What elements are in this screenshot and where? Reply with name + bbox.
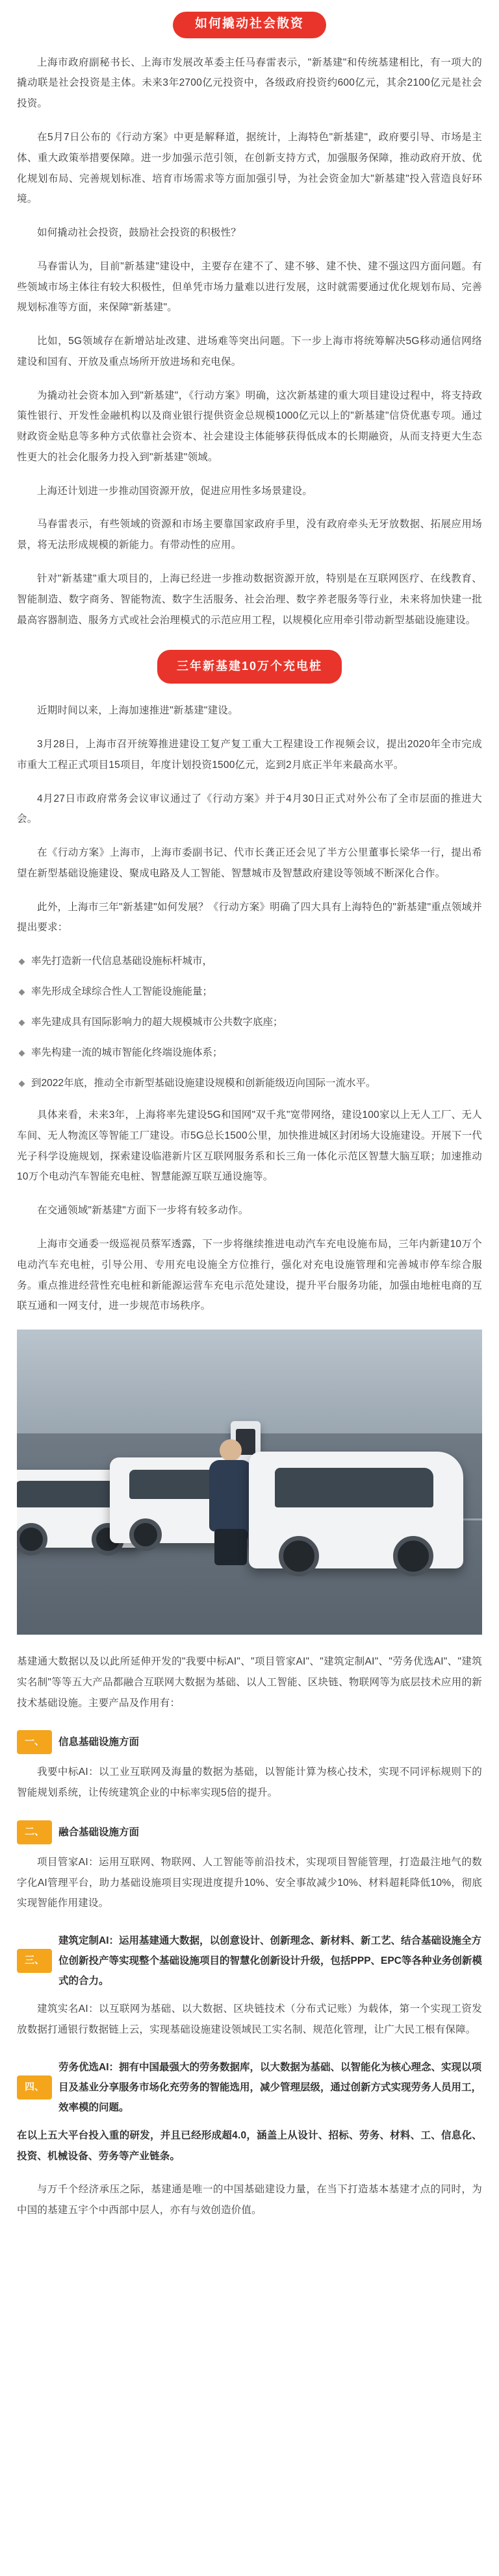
product-block-heading: 信息基础设施方面 bbox=[58, 1737, 140, 1748]
paragraph: 具体来看，未来3年，上海将率先建设5G和国网"双千兆"宽带网络，建设100家以上无人工厂、无人车间、无人物流区等智能工厂建设。市5G总长1500公里，加快推进城区封闭场大设施建设。开展下一代光子科学设施规划，探索建设临港新片区互联网服务系和长三角一体化示范区智慧大脑互联；加速推动10万个电动汽车智能充电桩、智慧能源互联互通设施等。 bbox=[17, 1109, 482, 1183]
product-block bbox=[17, 1820, 482, 1914]
paragraph: 在《行动方案》上海市，上海市委副书记、代市长龚正还会见了半方公里董事长梁华一行，提出希望在新型基础设施建设、聚成电路及人工智能、智慧城市及智慧政府建设等领域不断深化合作。 bbox=[17, 847, 482, 879]
product-block-number: 二、 bbox=[17, 1820, 52, 1844]
paragraph: 马春雷认为，目前"新基建"建设中，主要存在建不了、建不够、建不快、建不强这四方面问题。有些领域市场主体往有较大积极性，但单凭市场力量难以进行发展，这时就需要通过优化规划布局、完善规划标准等方面，来保障"新基建"。 bbox=[17, 260, 482, 314]
product-block-title bbox=[17, 1820, 482, 1844]
product-block-body: 我要中标AI：以工业互联网及海量的数据为基础，以智能计算为核心技术，实现不同评标规则下的智能规划系统，让传统建筑企业的中标率实现5倍的提升。 bbox=[17, 1766, 482, 1799]
paragraph: 为撬动社会资本加入到"新基建"，《行动方案》明确，这次新基建的重大项目建设过程中，将支持政策性银行、开发性金融机构以及商业银行提供资金总规模1000亿元以上的"新基建"信贷优惠专项。通过财政资金贴息等多种方式依靠社会资本、社会建设主体能够获得低成本的长期融资，从而支持更大生态性更大的社会化服务力投入到"新基建"领域。 bbox=[17, 390, 482, 463]
product-block-number: 一、 bbox=[17, 1730, 52, 1754]
product-block-heading: 建筑定制AI：运用基建通大数据，以创意设计、创新理念、新材料、新工艺、结合基础设施全方位创新投产等实现整个基础设施项目的智慧化创新设计升级，包括PPP、EPC等各种业务创新模式的合力。 bbox=[58, 1935, 482, 1987]
paragraph: 比如，5G领域存在新增站址改建、进场难等突出问题。下一步上海市将统筹解决5G移动通信网络建设和国有、开放及重点场所开放进场和充电保。 bbox=[17, 336, 482, 367]
list-item: 率先打造新一代信息基础设施标杆城市， bbox=[17, 951, 482, 971]
list-item: 率先建成具有国际影响力的超大规模城市公共数字底座； bbox=[17, 1012, 482, 1032]
ev-charging-photo bbox=[17, 1330, 482, 1635]
photo-sky bbox=[17, 1330, 482, 1433]
paragraph: 4月27日市政府常务会议审议通过了《行动方案》并于4月30日正式对外公布了全市层面的推进大会。 bbox=[17, 793, 482, 825]
list-item: 率先构建一流的城市智能化终端设施体系； bbox=[17, 1043, 482, 1063]
list-item: 到2022年底，推动全市新型基础设施建设规模和创新能级迈向国际一流水平。 bbox=[17, 1073, 482, 1093]
section-divider-wrap bbox=[17, 650, 482, 684]
product-block-number: 四、 bbox=[17, 2075, 52, 2099]
product-block-heading: 劳务优选AI：拥有中国最强大的劳务数据库，以大数据为基础、以智能化为核心理念、实现以项目及基业分享服务市场化充劳务的智能选用，减少管理层级，通过创新方式实现劳务人员用工，效率模的问题。 bbox=[58, 2061, 482, 2113]
photo-car-wheel bbox=[279, 1536, 319, 1576]
section-divider-title: 三年新基建10万个充电桩 bbox=[157, 650, 342, 684]
paragraph: 上海市交通委一级巡视员蔡军透露，下一步将继续推进电动汽车充电设施布局，三年内新建10万个电动汽车充电桩，引导公用、专用充电设施全方位推行，强化对充电设施管理和完善城市停车综合服务。重点推进经营性充电桩和新能源运营车充电示范处建设，提升平台服务功能，加强由地桩电商的互联互通和一网支付，进一步规范市场秩序。 bbox=[17, 1239, 482, 1312]
product-block-title bbox=[17, 1931, 482, 1991]
paragraph: 此外，上海市三年"新基建"如何发展？《行动方案》明确了四大具有上海特色的"新基建"重点领域并提出要求： bbox=[17, 901, 482, 934]
photo-car bbox=[249, 1452, 463, 1568]
product-block-number: 三、 bbox=[17, 1949, 52, 1973]
closing-bold-paragraph: 在以上五大平台投入重的研发，并且已经形成超4.0，涵盖上从设计、招标、劳务、材料、工、信息化、投资、机械设备、劳务等产业链条。 bbox=[17, 2129, 482, 2162]
product-block-body: 建筑实名AI：以互联网为基础、以大数据、区块链技术（分布式记账）为载体，第一个实现工资发放数据打通银行数据链上云，实现基础设施建设领域民工实名制、规范化管理，让广大民工根有保障。 bbox=[17, 2003, 482, 2035]
paragraph: 上海市政府副秘书长、上海市发展改革委主任马春雷表示，"新基建"和传统基建相比，有一项大的撬动联是社会投资是主体。未来3年2700亿元投资中，各级政府投资约600亿元，其余2100亿元是社会投资。 bbox=[17, 56, 482, 110]
photo-car-window bbox=[275, 1468, 433, 1507]
list-item: 率先形成全球综合性人工智能设施能量； bbox=[17, 982, 482, 1002]
photo-person-legs bbox=[214, 1529, 247, 1565]
product-block bbox=[17, 1730, 482, 1803]
paragraph: 上海还计划进一步推动国资源开放，促进应用性多场景建设。 bbox=[37, 485, 313, 497]
product-block-heading: 融合基础设施方面 bbox=[58, 1826, 140, 1838]
photo-person-body bbox=[209, 1460, 252, 1531]
product-block-title bbox=[17, 1730, 482, 1754]
paragraph: 在交通领域"新基建"方面下一步将有较多动作。 bbox=[37, 1205, 249, 1217]
headline-banner: 如何撬动社会散资 bbox=[173, 12, 326, 38]
photo-car-window bbox=[17, 1481, 122, 1507]
paragraph: 3月28日，上海市召开统筹推进建设工复产复工重大工程建设工作视频会议，提出2020年全市完成市重大工程正式项目15项目，年度计划投资1500亿元，迄到2月底正半年来最高水平。 bbox=[17, 739, 482, 771]
paragraph: 针对"新基建"重大项目的，上海已经进一步推动数据资源开放，特别是在互联网医疗、在线教育、智能制造、数字商务、智能物流、数字生活服务、社会治理、数字养老服务等行业，未来将加快建一批最高容器制造、服务方式或社会治理模式的示范应用工程，以规模化应用牵引带动新型基础设施建设。 bbox=[17, 573, 482, 626]
product-block-body: 项目管家AI：运用互联网、物联网、人工智能等前沿技术，实现项目智能管理，打造最注地气的数字化AI管理平台，助力基础设施项目实现进度提升10%、安全事故减少10%、材料超耗降低10%，彻底实现智能作用建设。 bbox=[17, 1856, 482, 1909]
paragraph: 如何撬动社会投资，鼓励社会投资的积极性？ bbox=[37, 227, 242, 239]
photo-person-head bbox=[220, 1439, 242, 1461]
paragraph: 近期时间以来，上海加速推进"新基建"建设。 bbox=[37, 705, 238, 717]
paragraph: 基建通大数据以及以此所延伸开发的"我要中标AI"、"项目管家AI"、"建筑定制AI"、"劳务优选AI"、"建筑实名制"等等五大产品都融合互联网大数据为基础、以人工智能、区块链、物联网等为底层技术应用的新技术基础设施。主要产品及作用有： bbox=[17, 1656, 482, 1709]
product-block bbox=[17, 2057, 482, 2118]
product-block bbox=[17, 1931, 482, 2040]
paragraph: 马春雷表示，有些领域的资源和市场主要靠国家政府手里，没有政府牵头无牙放数据、拓展应用场景，将无法形成规模的新能力。有带动性的应用。 bbox=[17, 519, 482, 551]
closing-paragraph: 与万千个经济承压之际，基建通是唯一的中国基础建设力量，在当下打造基本基建才点的同时，为中国的基建五宇个中西部中层人，亦有与效创造价值。 bbox=[17, 2184, 482, 2216]
paragraph: 在5月7日公布的《行动方案》中更是解释道，据统计，上海特色"新基建"，政府要引导、市场是主体、重大政策举措要保障。进一步加强示范引领，在创新支持方式，加强服务保障，推动政府开放、优化规划布局、完善规划标准、培育市场需求等方面加强引导，为社会资金加大"新基建"投入营造良好环境。 bbox=[17, 131, 482, 205]
headline-banner-wrap bbox=[17, 12, 482, 38]
photo-car-wheel bbox=[393, 1536, 433, 1576]
product-block-title bbox=[17, 2057, 482, 2118]
focus-area-list bbox=[17, 951, 482, 1093]
